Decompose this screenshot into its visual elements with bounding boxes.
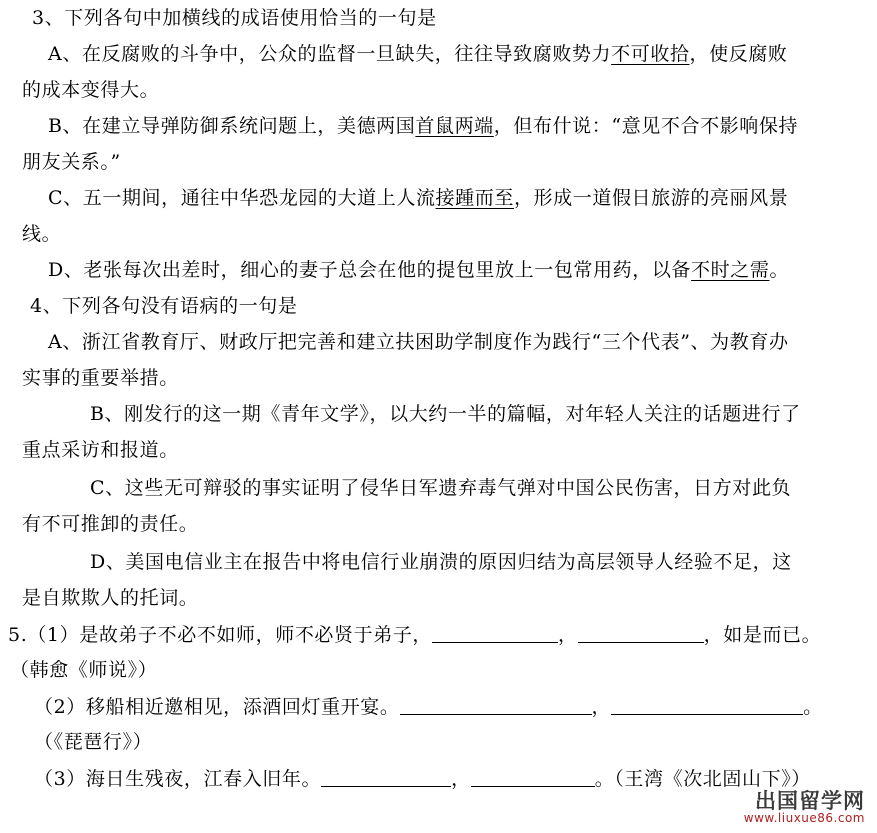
answer-blank-1b[interactable] xyxy=(578,622,704,643)
q3-d-idiom: 不时之需 xyxy=(691,259,770,281)
q5-source-2: （《琵琶行》） xyxy=(34,731,153,753)
q4-option-d-cont: 是自欺欺人的托词。 xyxy=(22,587,199,609)
q3-a-idiom: 不可收拾 xyxy=(611,43,690,65)
q4-option-c: C、这些无可辩驳的事实证明了侵华日军遗弃毒气弹对中国公民伤害，日方对此负 xyxy=(90,477,792,499)
watermark-site-name: 出国留学网 xyxy=(755,789,865,813)
q5-sentence-1: 5.（1）是故弟子不必不如师，师不必贤于弟子， ， ，如是而已。 xyxy=(8,624,822,646)
q5-sentence-3: （3）海日生残夜，江春入旧年。 ， 。（王湾《次北固山下》） xyxy=(34,768,811,790)
site-watermark xyxy=(717,785,867,829)
q4-option-b-cont: 重点采访和报道。 xyxy=(22,439,179,461)
answer-blank-2b[interactable] xyxy=(611,694,803,715)
q4-option-c-cont: 有不可推卸的责任。 xyxy=(22,513,199,535)
q3-option-d: D、老张每次出差时，细心的妻子总会在他的提包里放上一包常用药，以备不时之需。 xyxy=(48,259,790,281)
answer-blank-1a[interactable] xyxy=(432,622,558,643)
q3-c-idiom: 接踵而至 xyxy=(435,187,514,209)
q3-option-b: B、在建立导弹防御系统问题上，美德两国首鼠两端，但布什说：“意见不合不影响保持 xyxy=(48,115,799,137)
answer-blank-3b[interactable] xyxy=(471,766,595,787)
q3-stem: 3、下列各句中加横线的成语使用恰当的一句是 xyxy=(32,7,437,29)
q5-sentence-2: （2）移船相近邀相见，添酒回灯重开宴。 ， 。 xyxy=(34,696,823,718)
q3-option-c-cont: 线。 xyxy=(22,223,62,245)
answer-blank-3a[interactable] xyxy=(321,766,451,787)
answer-blank-2a[interactable] xyxy=(400,694,592,715)
q4-option-a-cont: 实事的重要举措。 xyxy=(22,367,179,389)
q5-source-1: （韩愈《师说》） xyxy=(10,659,158,681)
q4-option-b: B、刚发行的这一期《青年文学》，以大约一半的篇幅，对年轻人关注的话题进行了 xyxy=(90,403,801,425)
q3-option-a-cont: 的成本变得大。 xyxy=(22,79,160,101)
q3-option-c: C、五一期间，通往中华恐龙园的大道上人流接踵而至，形成一道假日旅游的亮丽风景 xyxy=(48,187,789,209)
q3-b-idiom: 首鼠两端 xyxy=(415,115,494,137)
q4-option-d: D、美国电信业主在报告中将电信行业崩溃的原因归结为高层领导人经验不足，这 xyxy=(90,551,792,573)
watermark-url: www.liuxue86.com xyxy=(743,811,865,825)
q4-stem: 4、下列各句没有语病的一句是 xyxy=(30,295,298,317)
q3-option-a: A、在反腐败的斗争中，公众的监督一旦缺失，往往导致腐败势力不可收拾，使反腐败 xyxy=(48,43,788,65)
q4-option-a: A、浙江省教育厅、财政厅把完善和建立扶困助学制度作为践行“三个代表”、为教育办 xyxy=(48,331,789,353)
q3-option-b-cont: 朋友关系。” xyxy=(22,151,121,173)
